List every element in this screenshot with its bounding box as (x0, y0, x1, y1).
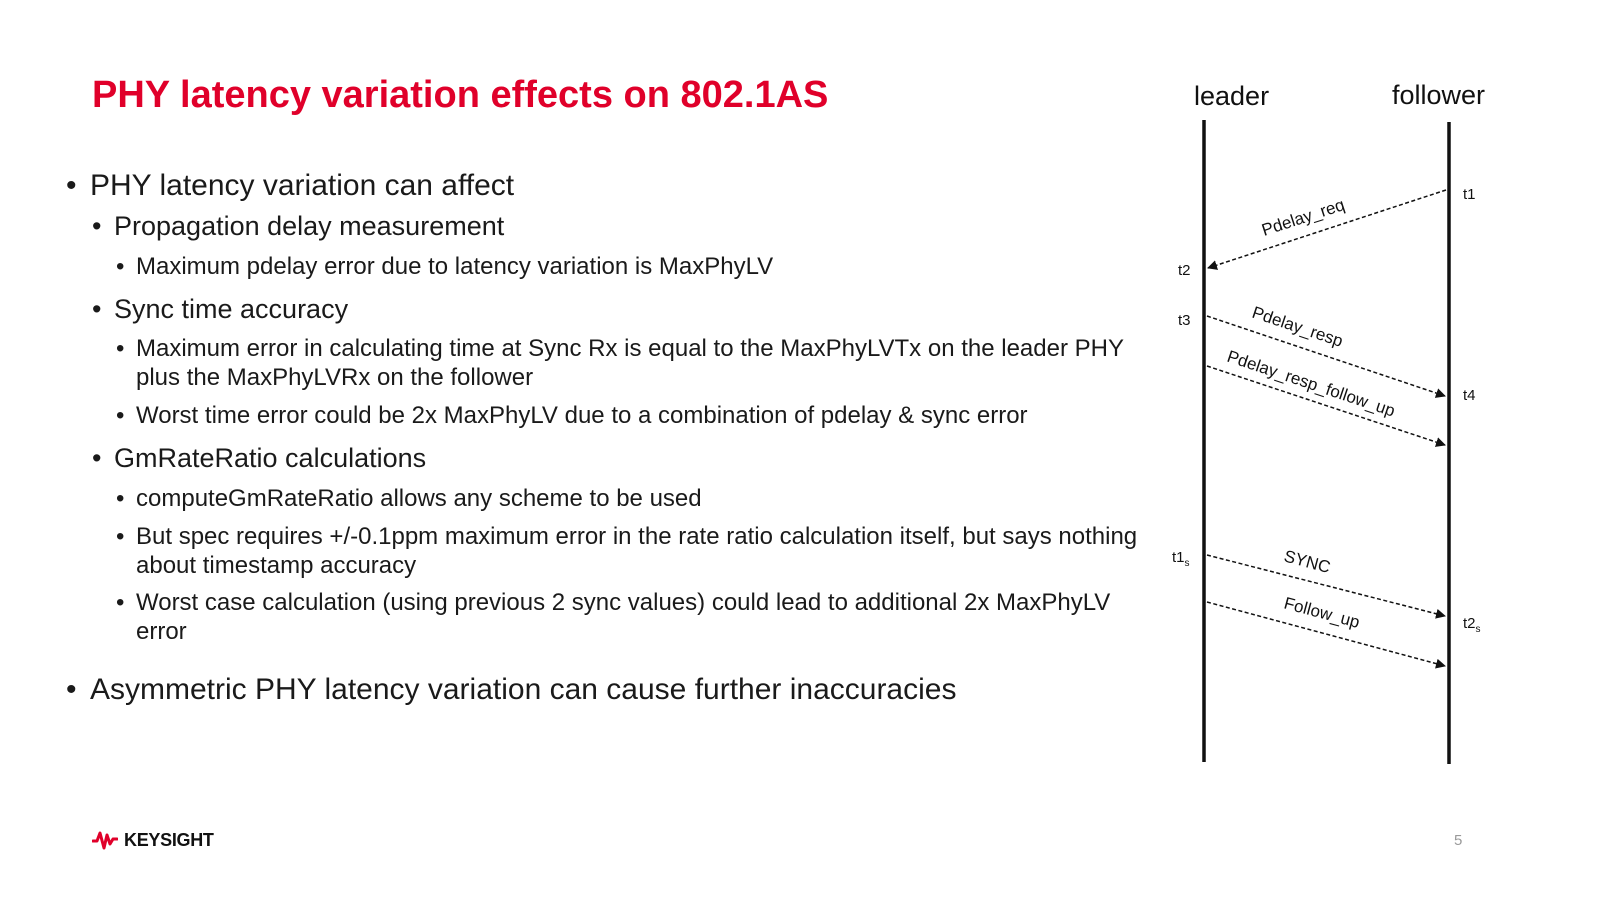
timestamp-t2: t2 (1178, 262, 1191, 279)
bullet-level3 (116, 484, 1146, 513)
bullet-dot: • (66, 169, 77, 202)
bullet-level1 (66, 169, 515, 202)
keysight-logo (92, 827, 214, 853)
bullet-level3 (116, 401, 1146, 430)
bullet-dot: • (116, 589, 125, 616)
logo-text: KEYSIGHT (124, 829, 214, 850)
bullet-text: Maximum pdelay error due to latency variation is MaxPhyLV (136, 253, 774, 280)
bullet-text: Asymmetric PHY latency variation can cause further inaccuracies (90, 673, 957, 706)
timestamp-t1: t1 (1463, 186, 1476, 203)
bullet-text: Worst time error could be 2x MaxPhyLV due to a combination of pdelay & sync error (136, 402, 1028, 429)
timestamp-t1s: $t1_s$ (1172, 549, 1190, 569)
bullet-level3 (116, 588, 1146, 646)
sync-label: SYNC (1281, 546, 1333, 578)
bullet-dot: • (116, 253, 125, 280)
bullet-text: Propagation delay measurement (114, 211, 505, 241)
keysight-wave-icon (92, 829, 118, 851)
bullet-dot: • (92, 443, 102, 473)
bullet-text: Worst case calculation (using previous 2 sync values) could lead to additional 2x MaxPhyLV error (136, 589, 1111, 645)
pdelay-resp-follow-up-label: Pdelay_resp_follow_up (1224, 346, 1398, 421)
bullet-dot: • (116, 485, 125, 512)
follower-label: follower (1392, 80, 1486, 110)
leader-label: leader (1194, 81, 1270, 111)
bullet-dot: • (66, 673, 77, 706)
timestamp-t2s: $t2_s$ (1463, 615, 1481, 635)
slide-title: PHY latency variation effects on 802.1AS (92, 74, 829, 116)
bullet-dot: • (116, 335, 125, 362)
follow-up-label: Follow_up (1281, 593, 1362, 632)
timing-diagram (1150, 70, 1510, 770)
bullet-dot: • (92, 294, 102, 324)
bullet-level2 (92, 294, 349, 324)
bullet-text: GmRateRatio calculations (114, 443, 427, 473)
bullet-text: But spec requires +/-0.1ppm maximum error in the rate ratio calculation itself, but says nothing about timestamp accuracy (136, 523, 1138, 579)
bullet-level3 (116, 252, 1146, 281)
pdelay-resp-label: Pdelay_resp (1249, 302, 1346, 351)
bullet-dot: • (116, 523, 125, 550)
bullet-text: Maximum error in calculating time at Sync Rx is equal to the MaxPhyLVTx on the leader PHY plus the MaxPhyLVRx on the follower (136, 335, 1124, 391)
bullet-dot: • (92, 211, 102, 241)
timestamp-t3: t3 (1178, 312, 1191, 329)
bullet-text: Sync time accuracy (114, 294, 349, 324)
bullet-dot: • (116, 402, 125, 429)
bullet-text: computeGmRateRatio allows any scheme to be used (136, 485, 702, 512)
bullet-level3 (116, 334, 1146, 392)
bullet-level1 (66, 673, 957, 706)
bullet-level2 (92, 211, 505, 241)
timestamp-t4: t4 (1463, 387, 1476, 404)
pdelay-req-label: Pdelay_req (1259, 195, 1348, 240)
page-number: 5 (1454, 832, 1463, 849)
bullet-level3 (116, 522, 1146, 580)
bullet-text: PHY latency variation can affect (90, 169, 515, 202)
bullet-level2 (92, 443, 427, 473)
